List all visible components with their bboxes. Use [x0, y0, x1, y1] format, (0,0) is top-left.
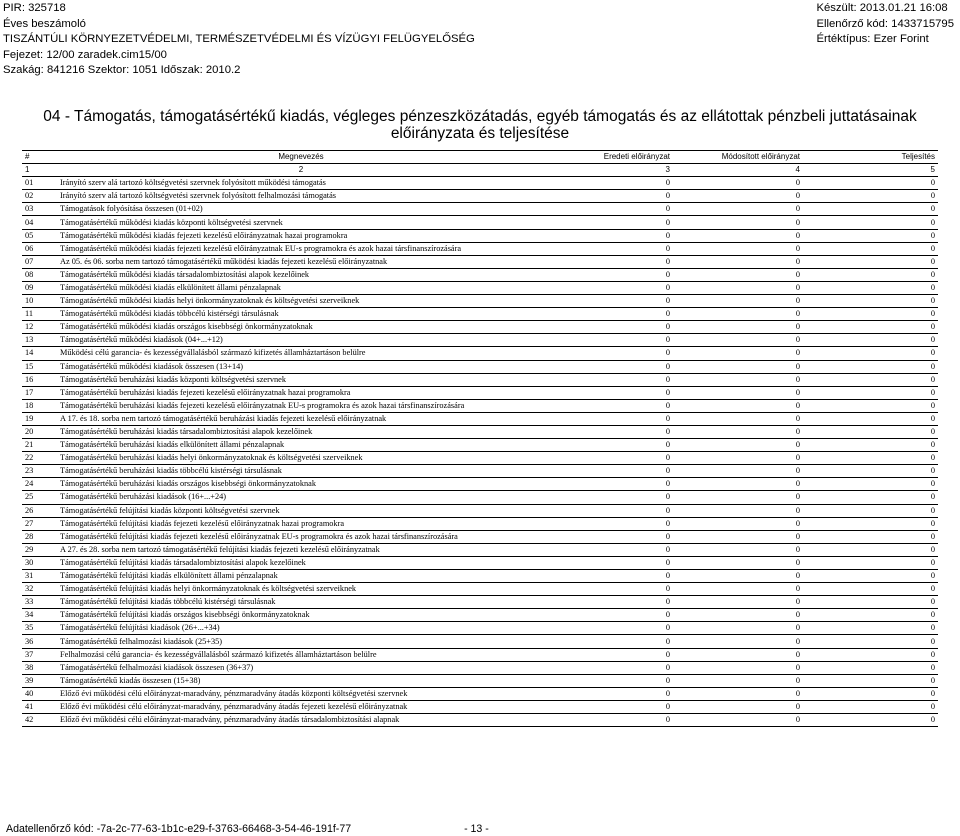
- row-number: 18: [22, 399, 57, 412]
- actual-value: 0: [803, 425, 938, 438]
- pir-label: PIR: 325718: [3, 2, 66, 14]
- original-value: 0: [545, 596, 673, 609]
- row-label: Támogatásértékű működési kiadások (04+...+12): [57, 334, 545, 347]
- table-row: [22, 425, 938, 438]
- modified-value: 0: [673, 268, 803, 281]
- table-row: [22, 504, 938, 517]
- actual-value: 0: [803, 386, 938, 399]
- table-row: [22, 360, 938, 373]
- row-number: 09: [22, 281, 57, 294]
- actual-value: 0: [803, 308, 938, 321]
- table-header-row: [22, 151, 938, 164]
- chapter-label: Fejezet: 12/00 zaradek.cim15/00: [3, 48, 167, 61]
- original-value: 0: [545, 321, 673, 334]
- actual-value: 0: [803, 583, 938, 596]
- row-label: Támogatásértékű működési kiadás központi költségvetési szervnek: [57, 216, 545, 229]
- modified-value: 0: [673, 177, 803, 190]
- table-row: [22, 334, 938, 347]
- row-number: 25: [22, 491, 57, 504]
- modified-value: 0: [673, 504, 803, 517]
- row-label: Támogatásértékű működési kiadás társadalombiztosítási alapok kezelőinek: [57, 268, 545, 281]
- original-value: 0: [545, 412, 673, 425]
- actual-value: 0: [803, 622, 938, 635]
- table-row: [22, 609, 938, 622]
- modified-value: 0: [673, 399, 803, 412]
- modified-value: 0: [673, 465, 803, 478]
- table-row: [22, 543, 938, 556]
- row-number: 26: [22, 504, 57, 517]
- row-number: 23: [22, 465, 57, 478]
- actual-value: 0: [803, 530, 938, 543]
- actual-value: 0: [803, 281, 938, 294]
- row-number: 36: [22, 635, 57, 648]
- original-value: 0: [545, 308, 673, 321]
- row-number: 31: [22, 570, 57, 583]
- actual-value: 0: [803, 478, 938, 491]
- modified-value: 0: [673, 203, 803, 216]
- table-row: [22, 439, 938, 452]
- table-row: [22, 255, 938, 268]
- modified-value: 0: [673, 583, 803, 596]
- original-value: 0: [545, 570, 673, 583]
- original-value: 0: [545, 556, 673, 569]
- actual-value: 0: [803, 347, 938, 360]
- actual-value: 0: [803, 596, 938, 609]
- modified-value: 0: [673, 596, 803, 609]
- table-row: [22, 687, 938, 700]
- modified-value: 0: [673, 714, 803, 727]
- actual-value: 0: [803, 543, 938, 556]
- original-value: 0: [545, 517, 673, 530]
- row-label: Támogatásértékű beruházási kiadás országos kisebbségi önkormányzatoknak: [57, 478, 545, 491]
- actual-value: 0: [803, 177, 938, 190]
- column-header-name: Megnevezés: [57, 151, 545, 164]
- original-value: 0: [545, 661, 673, 674]
- row-label: Támogatásértékű működési kiadás országos kisebbségi önkormányzatoknak: [57, 321, 545, 334]
- original-value: 0: [545, 543, 673, 556]
- column-header-original: Eredeti előirányzat: [545, 151, 673, 164]
- table-row: [22, 216, 938, 229]
- row-number: 24: [22, 478, 57, 491]
- row-label: Támogatásértékű beruházási kiadás elkülönített állami pénzalapnak: [57, 439, 545, 452]
- row-number: 34: [22, 609, 57, 622]
- modified-value: 0: [673, 700, 803, 713]
- modified-value: 0: [673, 556, 803, 569]
- original-value: 0: [545, 648, 673, 661]
- row-label: Támogatásértékű beruházási kiadás társadalombiztosítási alapok kezelőinek: [57, 425, 545, 438]
- row-number: 08: [22, 268, 57, 281]
- modified-value: 0: [673, 452, 803, 465]
- page-footer: [6, 823, 489, 835]
- row-label: Támogatásértékű felújítási kiadás országos kisebbségi önkormányzatoknak: [57, 609, 545, 622]
- table-row: [22, 714, 938, 727]
- original-value: 0: [545, 295, 673, 308]
- modified-value: 0: [673, 190, 803, 203]
- original-value: 0: [545, 399, 673, 412]
- actual-value: 0: [803, 491, 938, 504]
- report-type: Éves beszámoló: [3, 17, 86, 30]
- actual-value: 0: [803, 700, 938, 713]
- header-right-block: [816, 1, 954, 48]
- row-number: 30: [22, 556, 57, 569]
- row-label: Támogatások folyósítása összesen (01+02): [57, 203, 545, 216]
- modified-value: 0: [673, 439, 803, 452]
- row-label: Előző évi működési célú előirányzat-maradvány, pénzmaradvány átadás központi költségvetési szervnek: [57, 687, 545, 700]
- original-value: 0: [545, 229, 673, 242]
- appropriation-table: [22, 150, 938, 727]
- page-title-line2: előirányzata és teljesítése: [390, 125, 570, 142]
- column-header-actual: Teljesítés: [803, 151, 938, 164]
- table-row: [22, 308, 938, 321]
- row-number: 11: [22, 308, 57, 321]
- organization-name: TISZÁNTÚLI KÖRNYEZETVÉDELMI, TERMÉSZETVÉDELMI ÉS VÍZÜGYI FELÜGYELŐSÉG: [3, 33, 475, 46]
- row-label: Támogatásértékű beruházási kiadás többcélú kistérségi társulásnak: [57, 465, 545, 478]
- row-number: 01: [22, 177, 57, 190]
- row-label: Támogatásértékű felhalmozási kiadások (25+35): [57, 635, 545, 648]
- row-label: Támogatásértékű kiadás összesen (15+38): [57, 674, 545, 687]
- modified-value: 0: [673, 321, 803, 334]
- table-row: [22, 583, 938, 596]
- header-left-block: [3, 1, 475, 79]
- page-title: [0, 108, 960, 142]
- table-row: [22, 295, 938, 308]
- actual-value: 0: [803, 255, 938, 268]
- row-number: 12: [22, 321, 57, 334]
- original-value: 0: [545, 439, 673, 452]
- original-value: 0: [545, 347, 673, 360]
- created-timestamp: Készült: 2013.01.21 16:08: [816, 2, 948, 14]
- actual-value: 0: [803, 295, 938, 308]
- table-body: [22, 177, 938, 727]
- actual-value: 0: [803, 635, 938, 648]
- original-value: 0: [545, 478, 673, 491]
- row-label: Támogatásértékű működési kiadás helyi önkormányzatoknak és költségvetési szerveiknek: [57, 295, 545, 308]
- modified-value: 0: [673, 229, 803, 242]
- table-row: [22, 674, 938, 687]
- original-value: 0: [545, 609, 673, 622]
- column-header-modified: Módosított előirányzat: [673, 151, 803, 164]
- modified-value: 0: [673, 622, 803, 635]
- row-number: 04: [22, 216, 57, 229]
- modified-value: 0: [673, 543, 803, 556]
- table-row: [22, 491, 938, 504]
- column-index-4: 4: [673, 164, 803, 177]
- row-label: Támogatásértékű felújítási kiadás fejezeti kezelésű előirányzatnak hazai programokra: [57, 517, 545, 530]
- table-row: [22, 700, 938, 713]
- modified-value: 0: [673, 661, 803, 674]
- row-number: 20: [22, 425, 57, 438]
- row-number: 07: [22, 255, 57, 268]
- modified-value: 0: [673, 570, 803, 583]
- table-row: [22, 635, 938, 648]
- original-value: 0: [545, 425, 673, 438]
- row-number: 39: [22, 674, 57, 687]
- original-value: 0: [545, 465, 673, 478]
- original-value: 0: [545, 530, 673, 543]
- modified-value: 0: [673, 360, 803, 373]
- actual-value: 0: [803, 609, 938, 622]
- actual-value: 0: [803, 674, 938, 687]
- row-label: Támogatásértékű felújítási kiadás helyi önkormányzatoknak és költségvetési szerveiknek: [57, 583, 545, 596]
- row-label: Az 05. és 06. sorba nem tartozó támogatásértékű működési kiadás fejezeti kezelésű előirányzatnak: [57, 255, 545, 268]
- row-number: 21: [22, 439, 57, 452]
- row-label: Támogatásértékű működési kiadás fejezeti kezelésű előirányzatnak hazai programokra: [57, 229, 545, 242]
- actual-value: 0: [803, 203, 938, 216]
- row-label: Irányító szerv alá tartozó költségvetési szervnek folyósított felhalmozási támogatás: [57, 190, 545, 203]
- modified-value: 0: [673, 216, 803, 229]
- row-number: 13: [22, 334, 57, 347]
- table-row: [22, 386, 938, 399]
- modified-value: 0: [673, 517, 803, 530]
- row-number: 32: [22, 583, 57, 596]
- table-row: [22, 465, 938, 478]
- data-check-code: Adatellenőrző kód: -7a-2c-77-63-1b1c-e29-f-3763-66468-3-54-46-191f-77: [6, 823, 352, 835]
- modified-value: 0: [673, 412, 803, 425]
- original-value: 0: [545, 386, 673, 399]
- original-value: 0: [545, 452, 673, 465]
- row-number: 27: [22, 517, 57, 530]
- column-index-2: 2: [57, 164, 545, 177]
- original-value: 0: [545, 583, 673, 596]
- original-value: 0: [545, 491, 673, 504]
- original-value: 0: [545, 216, 673, 229]
- table-row: [22, 190, 938, 203]
- row-label: Támogatásértékű működési kiadás elkülönített állami pénzalapnak: [57, 281, 545, 294]
- row-label: Támogatásértékű felújítási kiadás többcélú kistérségi társulásnak: [57, 596, 545, 609]
- row-label: Támogatásértékű felújítási kiadás társadalombiztosítási alapok kezelőinek: [57, 556, 545, 569]
- modified-value: 0: [673, 347, 803, 360]
- original-value: 0: [545, 177, 673, 190]
- actual-value: 0: [803, 412, 938, 425]
- row-label: A 27. és 28. sorba nem tartozó támogatásértékű felújítási kiadás fejezeti kezelésű előirányzatnak: [57, 543, 545, 556]
- row-number: 06: [22, 242, 57, 255]
- row-number: 15: [22, 360, 57, 373]
- original-value: 0: [545, 334, 673, 347]
- actual-value: 0: [803, 360, 938, 373]
- row-label: Támogatásértékű működési kiadás többcélú kistérségi társulásnak: [57, 308, 545, 321]
- table-row: [22, 622, 938, 635]
- row-label: Irányító szerv alá tartozó költségvetési szervnek folyósított működési támogatás: [57, 177, 545, 190]
- row-label: Működési célú garancia- és kezességvállalásból származó kifizetés államháztartáson belülre: [57, 347, 545, 360]
- table-row: [22, 596, 938, 609]
- actual-value: 0: [803, 714, 938, 727]
- column-index-3: 3: [545, 164, 673, 177]
- row-number: 35: [22, 622, 57, 635]
- actual-value: 0: [803, 229, 938, 242]
- row-label: Előző évi működési célú előirányzat-maradvány, pénzmaradvány átadás társadalombiztosítási alapnak: [57, 714, 545, 727]
- row-label: Támogatásértékű felújítási kiadás elkülönített állami pénzalapnak: [57, 570, 545, 583]
- page-number: - 13 -: [464, 823, 489, 835]
- row-number: 22: [22, 452, 57, 465]
- actual-value: 0: [803, 190, 938, 203]
- table-row: [22, 399, 938, 412]
- original-value: 0: [545, 373, 673, 386]
- modified-value: 0: [673, 308, 803, 321]
- checksum-code: Ellenőrző kód: 1433715795: [816, 17, 954, 30]
- table-numbering-row: [22, 164, 938, 177]
- row-label: Támogatásértékű működési kiadás fejezeti kezelésű előirányzatnak EU-s programokra és azok hazai társfinanszírozására: [57, 242, 545, 255]
- actual-value: 0: [803, 504, 938, 517]
- row-number: 33: [22, 596, 57, 609]
- row-label: Támogatásértékű felújítási kiadás fejezeti kezelésű előirányzatnak EU-s programokra és azok hazai társfinanszírozására: [57, 530, 545, 543]
- original-value: 0: [545, 504, 673, 517]
- modified-value: 0: [673, 478, 803, 491]
- table-row: [22, 478, 938, 491]
- original-value: 0: [545, 700, 673, 713]
- row-label: Felhalmozási célú garancia- és kezességvállalásból származó kifizetés államháztartáson belülre: [57, 648, 545, 661]
- row-number: 37: [22, 648, 57, 661]
- row-label: Előző évi működési célú előirányzat-maradvány, pénzmaradvány átadás fejezeti kezelésű előirányzatnak: [57, 700, 545, 713]
- table-row: [22, 452, 938, 465]
- table-row: [22, 556, 938, 569]
- row-label: Támogatásértékű beruházási kiadás helyi önkormányzatoknak és költségvetési szerveiknek: [57, 452, 545, 465]
- table-row: [22, 530, 938, 543]
- original-value: 0: [545, 203, 673, 216]
- table-row: [22, 321, 938, 334]
- row-number: 10: [22, 295, 57, 308]
- row-number: 14: [22, 347, 57, 360]
- row-number: 03: [22, 203, 57, 216]
- table-row: [22, 229, 938, 242]
- value-type: Értéktípus: Ezer Forint: [816, 33, 929, 46]
- modified-value: 0: [673, 281, 803, 294]
- table-row: [22, 570, 938, 583]
- column-index-1: 1: [22, 164, 57, 177]
- actual-value: 0: [803, 661, 938, 674]
- actual-value: 0: [803, 648, 938, 661]
- actual-value: 0: [803, 216, 938, 229]
- modified-value: 0: [673, 635, 803, 648]
- row-number: 38: [22, 661, 57, 674]
- table-row: [22, 412, 938, 425]
- row-label: Támogatásértékű felújítási kiadások (26+...+34): [57, 622, 545, 635]
- table-row: [22, 281, 938, 294]
- row-number: 29: [22, 543, 57, 556]
- page-title-line1: 04 - Támogatás, támogatásértékű kiadás, végleges pénzeszközátadás, egyéb támogatás és az ellátottak pénzbeli juttatásainak: [43, 108, 917, 125]
- table-row: [22, 373, 938, 386]
- row-number: 42: [22, 714, 57, 727]
- column-index-5: 5: [803, 164, 938, 177]
- modified-value: 0: [673, 242, 803, 255]
- actual-value: 0: [803, 452, 938, 465]
- actual-value: 0: [803, 517, 938, 530]
- row-number: 28: [22, 530, 57, 543]
- actual-value: 0: [803, 268, 938, 281]
- row-label: A 17. és 18. sorba nem tartozó támogatásértékű beruházási kiadás fejezeti kezelésű előirányzatnak: [57, 412, 545, 425]
- modified-value: 0: [673, 674, 803, 687]
- original-value: 0: [545, 635, 673, 648]
- modified-value: 0: [673, 255, 803, 268]
- table-row: [22, 517, 938, 530]
- modified-value: 0: [673, 491, 803, 504]
- table-row: [22, 347, 938, 360]
- row-label: Támogatásértékű beruházási kiadás fejezeti kezelésű előirányzatnak hazai programokra: [57, 386, 545, 399]
- actual-value: 0: [803, 465, 938, 478]
- row-number: 05: [22, 229, 57, 242]
- original-value: 0: [545, 190, 673, 203]
- sector-period-label: Szakág: 841216 Szektor: 1051 Időszak: 2010.2: [3, 64, 241, 77]
- actual-value: 0: [803, 242, 938, 255]
- actual-value: 0: [803, 373, 938, 386]
- original-value: 0: [545, 714, 673, 727]
- modified-value: 0: [673, 386, 803, 399]
- modified-value: 0: [673, 648, 803, 661]
- actual-value: 0: [803, 399, 938, 412]
- actual-value: 0: [803, 556, 938, 569]
- row-label: Támogatásértékű beruházási kiadás központi költségvetési szervnek: [57, 373, 545, 386]
- actual-value: 0: [803, 334, 938, 347]
- row-number: 02: [22, 190, 57, 203]
- row-label: Támogatásértékű beruházási kiadás fejezeti kezelésű előirányzatnak EU-s programokra és azok hazai társfinanszírozására: [57, 399, 545, 412]
- row-label: Támogatásértékű beruházási kiadások (16+...+24): [57, 491, 545, 504]
- row-number: 17: [22, 386, 57, 399]
- row-label: Támogatásértékű működési kiadások összesen (13+14): [57, 360, 545, 373]
- table-row: [22, 268, 938, 281]
- actual-value: 0: [803, 570, 938, 583]
- row-number: 16: [22, 373, 57, 386]
- table-row: [22, 661, 938, 674]
- column-header-number: #: [22, 151, 57, 164]
- original-value: 0: [545, 674, 673, 687]
- modified-value: 0: [673, 373, 803, 386]
- original-value: 0: [545, 242, 673, 255]
- table-row: [22, 648, 938, 661]
- table-row: [22, 177, 938, 190]
- table-row: [22, 242, 938, 255]
- original-value: 0: [545, 360, 673, 373]
- row-label: Támogatásértékű felújítási kiadás központi költségvetési szervnek: [57, 504, 545, 517]
- original-value: 0: [545, 255, 673, 268]
- original-value: 0: [545, 281, 673, 294]
- modified-value: 0: [673, 295, 803, 308]
- original-value: 0: [545, 268, 673, 281]
- table-row: [22, 203, 938, 216]
- original-value: 0: [545, 622, 673, 635]
- row-label: Támogatásértékű felhalmozási kiadások összesen (36+37): [57, 661, 545, 674]
- modified-value: 0: [673, 609, 803, 622]
- actual-value: 0: [803, 439, 938, 452]
- modified-value: 0: [673, 425, 803, 438]
- row-number: 19: [22, 412, 57, 425]
- modified-value: 0: [673, 687, 803, 700]
- actual-value: 0: [803, 687, 938, 700]
- original-value: 0: [545, 687, 673, 700]
- row-number: 40: [22, 687, 57, 700]
- modified-value: 0: [673, 530, 803, 543]
- row-number: 41: [22, 700, 57, 713]
- actual-value: 0: [803, 321, 938, 334]
- modified-value: 0: [673, 334, 803, 347]
